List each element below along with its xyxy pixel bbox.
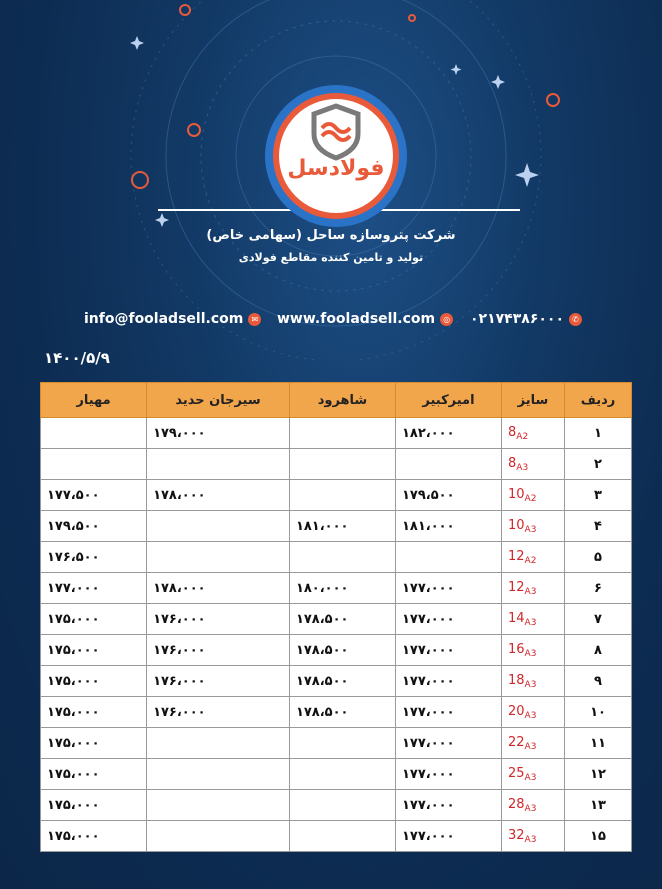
size-value: 8	[508, 455, 517, 471]
amirkabir-price-cell: ۱۷۷،۰۰۰	[395, 821, 501, 852]
shahrood-price-cell: ۱۸۰،۰۰۰	[289, 573, 395, 604]
shahrood-price-cell	[289, 728, 395, 759]
size-grade: A3	[524, 772, 537, 783]
price-table	[40, 382, 632, 852]
size-grade: A3	[516, 462, 529, 473]
size-cell	[502, 604, 565, 635]
mahyar-price-cell: ۱۷۵،۰۰۰	[41, 821, 147, 852]
email-contact[interactable]	[84, 311, 261, 327]
row-index-cell: ۵	[565, 542, 632, 573]
size-value: 32	[508, 827, 525, 843]
size-value: 18	[508, 672, 525, 688]
sirjan-price-cell: ۱۷۶،۰۰۰	[147, 635, 290, 666]
sirjan-price-cell: ۱۷۸،۰۰۰	[147, 480, 290, 511]
amirkabir-price-cell: ۱۷۷،۰۰۰	[395, 759, 501, 790]
table-row	[41, 542, 632, 573]
header-shahrood: شاهرود	[289, 383, 395, 418]
size-value: 14	[508, 610, 525, 626]
logo-text: فولادسل	[287, 156, 385, 181]
mahyar-price-cell	[41, 418, 147, 449]
table-row	[41, 728, 632, 759]
shahrood-price-cell	[289, 480, 395, 511]
amirkabir-price-cell: ۱۷۷،۰۰۰	[395, 697, 501, 728]
website-text[interactable]: www.fooladsell.com	[277, 311, 436, 327]
size-value: 16	[508, 641, 525, 657]
row-index-cell: ۹	[565, 666, 632, 697]
table-row	[41, 790, 632, 821]
header-row-index: ردیف	[565, 383, 632, 418]
table-row	[41, 759, 632, 790]
header-sirjan: سیرجان حدید	[147, 383, 290, 418]
shahrood-price-cell	[289, 418, 395, 449]
row-index-cell: ۱	[565, 418, 632, 449]
row-index-cell: ۴	[565, 511, 632, 542]
mahyar-price-cell: ۱۷۵،۰۰۰	[41, 728, 147, 759]
phone-contact[interactable]	[470, 311, 582, 327]
size-value: 25	[508, 765, 525, 781]
size-cell	[502, 635, 565, 666]
size-value: 22	[508, 734, 525, 750]
shahrood-price-cell	[289, 542, 395, 573]
row-index-cell: ۱۱	[565, 728, 632, 759]
mahyar-price-cell: ۱۷۹،۵۰۰	[41, 511, 147, 542]
mahyar-price-cell: ۱۷۵،۰۰۰	[41, 759, 147, 790]
table-row	[41, 697, 632, 728]
mahyar-price-cell: ۱۷۵،۰۰۰	[41, 790, 147, 821]
amirkabir-price-cell: ۱۸۲،۰۰۰	[395, 418, 501, 449]
size-grade: A3	[524, 648, 537, 659]
sparkle-icon	[515, 163, 539, 187]
amirkabir-price-cell: ۱۷۹،۵۰۰	[395, 480, 501, 511]
size-grade: A3	[524, 834, 537, 845]
amirkabir-price-cell: ۱۷۷،۰۰۰	[395, 604, 501, 635]
amirkabir-price-cell: ۱۷۷،۰۰۰	[395, 635, 501, 666]
header-mahyar: مهیار	[41, 383, 147, 418]
header-size: سایز	[502, 383, 565, 418]
size-grade: A3	[524, 617, 537, 628]
table-row	[41, 511, 632, 542]
sirjan-price-cell	[147, 542, 290, 573]
size-grade: A2	[524, 555, 537, 566]
mahyar-price-cell: ۱۷۶،۵۰۰	[41, 542, 147, 573]
table-row	[41, 635, 632, 666]
size-value: 28	[508, 796, 525, 812]
sirjan-price-cell	[147, 728, 290, 759]
table-row	[41, 821, 632, 852]
phone-text[interactable]: ۰۲۱۷۴۳۸۶۰۰۰	[470, 311, 564, 327]
table-row	[41, 449, 632, 480]
amirkabir-price-cell	[395, 542, 501, 573]
website-contact[interactable]	[277, 311, 453, 327]
size-grade: A2	[524, 493, 537, 504]
sirjan-price-cell	[147, 821, 290, 852]
sparkle-icon	[491, 75, 505, 89]
size-grade: A3	[524, 524, 537, 535]
size-cell	[502, 480, 565, 511]
table-row	[41, 480, 632, 511]
sirjan-price-cell: ۱۷۸،۰۰۰	[147, 573, 290, 604]
mahyar-price-cell: ۱۷۵،۰۰۰	[41, 604, 147, 635]
size-cell	[502, 790, 565, 821]
amirkabir-price-cell	[395, 449, 501, 480]
row-index-cell: ۸	[565, 635, 632, 666]
amirkabir-price-cell: ۱۷۷،۰۰۰	[395, 573, 501, 604]
table-row	[41, 604, 632, 635]
mahyar-price-cell: ۱۷۵،۰۰۰	[41, 635, 147, 666]
size-grade: A3	[524, 803, 537, 814]
size-cell	[502, 759, 565, 790]
shahrood-price-cell: ۱۷۸،۵۰۰	[289, 635, 395, 666]
table-row	[41, 418, 632, 449]
size-value: 20	[508, 703, 525, 719]
size-cell	[502, 728, 565, 759]
mahyar-price-cell: ۱۷۷،۰۰۰	[41, 573, 147, 604]
mahyar-price-cell	[41, 449, 147, 480]
size-cell	[502, 449, 565, 480]
sparkle-icon	[451, 64, 462, 75]
sparkle-icon	[155, 213, 169, 227]
sirjan-price-cell: ۱۷۶،۰۰۰	[147, 666, 290, 697]
mahyar-price-cell: ۱۷۵،۰۰۰	[41, 666, 147, 697]
row-index-cell: ۲	[565, 449, 632, 480]
amirkabir-price-cell: ۱۷۷،۰۰۰	[395, 790, 501, 821]
row-index-cell: ۱۵	[565, 821, 632, 852]
sirjan-price-cell	[147, 449, 290, 480]
sparkle-icon	[130, 36, 144, 50]
phone-icon: ✆	[569, 313, 582, 326]
table-row	[41, 666, 632, 697]
size-value: 10	[508, 486, 525, 502]
shahrood-price-cell	[289, 759, 395, 790]
size-grade: A3	[524, 586, 537, 597]
company-name: شرکت پتروسازه ساحل (سهامی خاص)	[206, 228, 456, 243]
size-grade: A3	[524, 679, 537, 690]
size-cell	[502, 697, 565, 728]
sirjan-price-cell	[147, 511, 290, 542]
email-text[interactable]: info@fooladsell.com	[84, 311, 244, 327]
mahyar-price-cell: ۱۷۵،۰۰۰	[41, 697, 147, 728]
sirjan-price-cell	[147, 790, 290, 821]
web-icon: ◎	[440, 313, 453, 326]
shahrood-price-cell	[289, 821, 395, 852]
size-value: 8	[508, 424, 517, 440]
row-index-cell: ۷	[565, 604, 632, 635]
size-cell	[502, 418, 565, 449]
size-grade: A3	[524, 741, 537, 752]
mail-icon: ✉	[248, 313, 261, 326]
sirjan-price-cell	[147, 759, 290, 790]
amirkabir-price-cell: ۱۷۷،۰۰۰	[395, 728, 501, 759]
size-cell	[502, 666, 565, 697]
row-index-cell: ۳	[565, 480, 632, 511]
row-index-cell: ۱۳	[565, 790, 632, 821]
shahrood-price-cell: ۱۸۱،۰۰۰	[289, 511, 395, 542]
size-grade: A3	[524, 710, 537, 721]
header-amirkabir: امیرکبیر	[395, 383, 501, 418]
size-grade: A2	[516, 431, 529, 442]
size-value: 12	[508, 579, 525, 595]
table-row	[41, 573, 632, 604]
company-tagline: تولید و تامین کننده مقاطع فولادی	[238, 251, 424, 264]
amirkabir-price-cell: ۱۷۷،۰۰۰	[395, 666, 501, 697]
row-index-cell: ۱۲	[565, 759, 632, 790]
sirjan-price-cell: ۱۷۹،۰۰۰	[147, 418, 290, 449]
shahrood-price-cell	[289, 449, 395, 480]
row-index-cell: ۱۰	[565, 697, 632, 728]
shahrood-price-cell: ۱۷۸،۵۰۰	[289, 666, 395, 697]
row-index-cell: ۶	[565, 573, 632, 604]
size-cell	[502, 821, 565, 852]
size-cell	[502, 511, 565, 542]
price-date: ۱۴۰۰/۵/۹	[44, 349, 110, 367]
sirjan-price-cell: ۱۷۶،۰۰۰	[147, 604, 290, 635]
size-cell	[502, 542, 565, 573]
size-cell	[502, 573, 565, 604]
shahrood-price-cell	[289, 790, 395, 821]
amirkabir-price-cell: ۱۸۱،۰۰۰	[395, 511, 501, 542]
shahrood-price-cell: ۱۷۸،۵۰۰	[289, 697, 395, 728]
mahyar-price-cell: ۱۷۷،۵۰۰	[41, 480, 147, 511]
sirjan-price-cell: ۱۷۶،۰۰۰	[147, 697, 290, 728]
table-header-row	[41, 383, 632, 418]
size-value: 10	[508, 517, 525, 533]
shahrood-price-cell: ۱۷۸،۵۰۰	[289, 604, 395, 635]
size-value: 12	[508, 548, 525, 564]
